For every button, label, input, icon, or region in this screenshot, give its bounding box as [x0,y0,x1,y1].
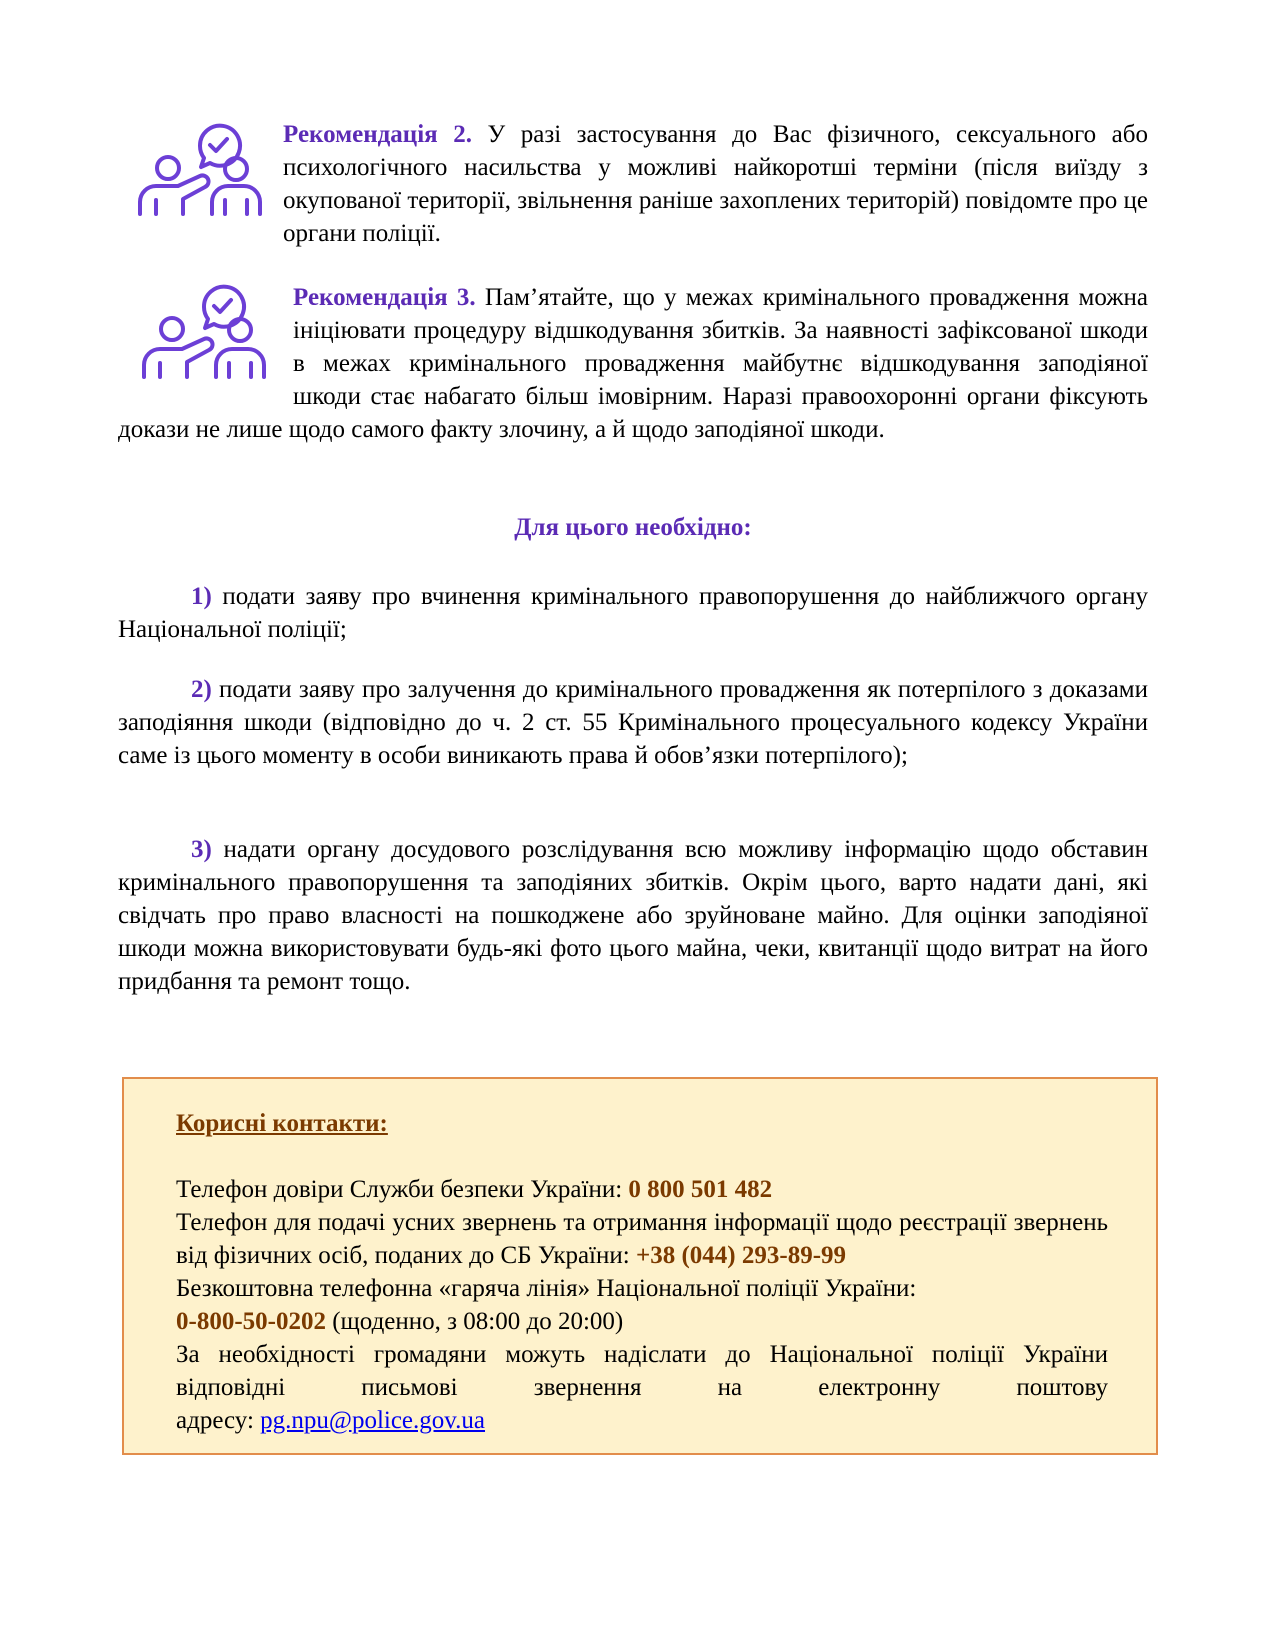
recommendation-2-body: У разі застосування до Вас фізичного, сексуального або психологічного насильства у можливі найкоротші терміни (після виїзду з окупованої території, звільнення раніше захоплених територій) повідомте про це органи поліції. [283,121,1148,247]
step-number: 1) [191,583,212,610]
step-number: 3) [191,836,212,863]
sbu-oral-label: Телефон для подачі усних звернень та отримання інформації щодо реєстрації звернень від фізичних осіб, поданих до СБ України: [176,1209,1108,1269]
step-text: подати заяву про вчинення кримінального правопорушення до найближчого органу Національної поліції; [118,583,1148,643]
police-hotline-label: Безкоштовна телефонна «гаряча лінія» Національної поліції України: [176,1275,917,1302]
step-text: подати заяву про залучення до кримінального провадження як потерпілого з доказами заподіяння шкоди (відповідно до ч. 2 ст. 55 Кримінального процесуального кодексу України саме із цього моменту в особи виникають права й обов’язки потерпілого); [118,676,1148,769]
consultation-icon [118,283,293,383]
recommendation-3 [118,281,1148,446]
contacts-box [122,1077,1158,1455]
email-link[interactable]: pg.npu@police.gov.ua [260,1407,486,1434]
sbu-trust-label: Телефон довіри Служби безпеки України: [176,1176,629,1203]
sbu-trust-phone: 0 800 501 482 [628,1176,773,1203]
list-item [118,833,1148,998]
police-hotline-line [176,1305,1108,1338]
step-number: 2) [191,676,212,703]
police-hotline-phone: 0-800-50-0202 [176,1308,326,1335]
sbu-trust-line [176,1173,1108,1206]
contacts-title: Корисні контакти: [176,1110,388,1137]
step-text: надати органу досудового розслідування всю можливу інформацію щодо обставин кримінального правопорушення та заподіяних збитків. Окрім цього, варто надати дані, які свідчать про право власності на пошкоджене або зруйноване майно. Для оцінки заподіяної шкоди можна використовувати будь-які фото цього майна, чеки, квитанції щодо витрат на його придбання та ремонт тощо. [118,836,1148,995]
list-item [118,580,1148,646]
section-heading: Для цього необхідно: [514,514,752,541]
recommendation-3-body: Пам’ятайте, що у межах кримінального провадження можна ініціювати процедуру відшкодування збитків. За наявності зафіксованої шкоди в межах кримінального провадження майбутнє відшкодування заподіяної шкоди стає набагато більш імовірним. Наразі правоохоронні органи фіксують докази не лише щодо самого факту злочину, а й щодо заподіяної шкоди. [118,284,1149,443]
police-hotline-hours: (щоденно, з 08:00 до 20:00) [325,1308,624,1335]
recommendation-2 [118,118,1148,250]
consultation-icon [118,120,283,220]
email-prefix: адресу: [176,1407,261,1434]
recommendation-2-label: Рекомендація 2. [283,121,472,148]
sbu-oral-phone: +38 (044) 293-89-99 [635,1242,847,1269]
written-appeal-text: За необхідності громадяни можуть надіслати до Національної поліції України відповідні письмові звернення на електронну поштову [176,1341,1108,1401]
list-item [118,673,1148,772]
sbu-oral-line [176,1206,1108,1272]
email-line [176,1404,1108,1437]
recommendation-3-label: Рекомендація 3. [293,284,476,311]
